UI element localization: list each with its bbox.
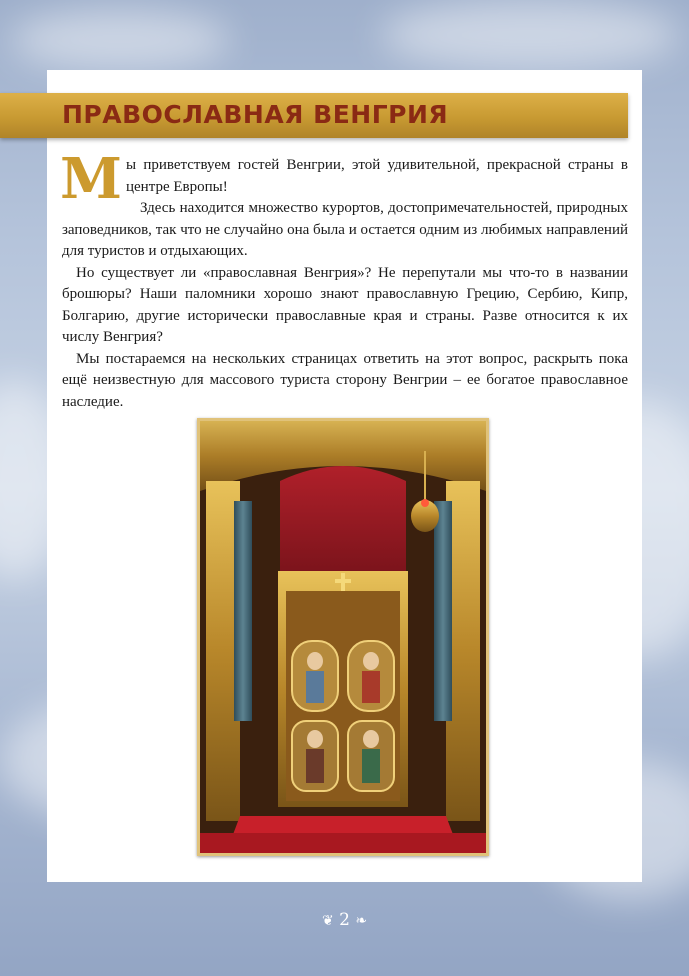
paragraph-resorts: Здесь находится множество курортов, достопримечательностей, природных заповедников, так что не случайно она была и остается одним из любимых направлений для туристов и отдыхающих. [62,200,628,259]
paragraph-intro-text: ы приветствуем гостей Венгрии, этой удивительной, прекрасной страны в центре Европы! [126,157,628,195]
drop-cap: М [60,146,122,212]
paragraph-heritage: Мы постараемся на нескольких страницах ответить на этот вопрос, раскрыть пока ещё неизвестную для массового туриста сторону Венгрии – ее богатое православное наследие. [62,350,628,410]
iconostasis-illustration [200,421,486,853]
page-number: 2 [339,910,350,930]
photo-frame [197,418,489,856]
ornament-right-icon: ❧ [355,913,368,929]
page-title: ПРАВОСЛАВНАЯ ВЕНГРИЯ [62,100,449,129]
iconostasis-royal-doors-photo [200,421,486,853]
ornament-left-icon: ❦ [321,913,334,929]
paragraph-question: Но существует ли «православная Венгрия»? Не перепутали мы что-то в названии брошюры? Наши паломники хорошо знают православную Грецию, Сербию, Кипр, Болгарию, другие исторически православные края и страны. Разве относится к их числу Венгрия? [62,264,628,345]
page-number-footer [0,910,689,930]
article-body [60,146,628,413]
title-banner [0,93,628,138]
paragraph-intro [60,146,628,212]
